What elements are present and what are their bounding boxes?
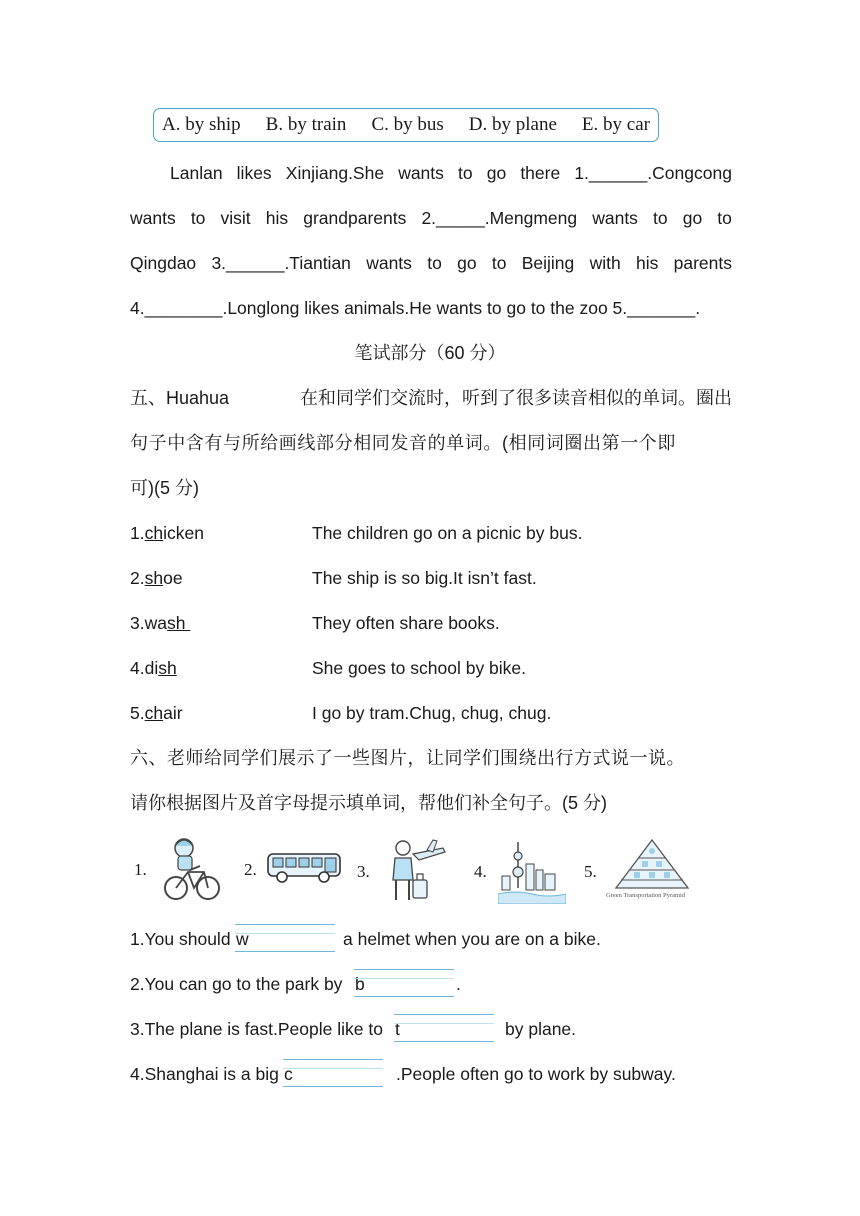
option-d: D. by plane xyxy=(468,114,557,135)
phonics-word-3: 3.wash xyxy=(130,613,191,633)
fill-sentence-4-before: 4.Shanghai is a big xyxy=(130,1064,279,1084)
section5-line-3: 可)(5 分) xyxy=(130,478,199,498)
phonics-sentence-4: She goes to school by bike. xyxy=(312,658,527,678)
pic-number-5: 5. xyxy=(584,862,597,881)
option-c: C. by bus xyxy=(371,114,444,135)
section6-line-2: 请你根据图片及首字母提示填单词，帮他们补全句子。(5 分) xyxy=(130,793,607,813)
phonics-sentence-1: The children go on a picnic by bus. xyxy=(312,523,583,543)
phonics-sentence-5: I go by tram.Chug, chug, chug. xyxy=(312,703,552,723)
phonics-sentence-3: They often share books. xyxy=(312,613,500,633)
green-transport-pyramid-icon xyxy=(612,838,692,894)
passage-line-1: Lanlan likes Xinjiang.She wants to go there 1.______.Congcong xyxy=(170,163,732,183)
section5-line-2: 句子中含有与所给画线部分相同发音的单词。(相同词圈出第一个即 xyxy=(130,433,676,453)
traveler-plane-icon xyxy=(383,836,447,904)
pic-number-4: 4. xyxy=(474,862,487,881)
pyramid-caption: Green Transportation Pyramid xyxy=(606,892,686,899)
fill-sentence-4-after: .People often go to work by subway. xyxy=(396,1064,676,1084)
pic-number-3: 3. xyxy=(357,862,370,881)
section5-line-1: 五、Huahua 在和同学们交流时，听到了很多读音相似的单词。圈出 xyxy=(130,388,732,408)
answer-blank-4[interactable]: c xyxy=(283,1059,383,1087)
option-a: A. by ship xyxy=(162,114,241,135)
section6-line-1: 六、老师给同学们展示了一些图片，让同学们围绕出行方式说一说。 xyxy=(130,748,685,768)
answer-blank-2[interactable]: b xyxy=(354,969,454,997)
answer-blank-1[interactable]: w xyxy=(235,924,335,952)
phonics-word-2: 2.shoe xyxy=(130,568,183,588)
phonics-word-4: 4.dish xyxy=(130,658,177,678)
phonics-word-5: 5.chair xyxy=(130,703,183,723)
pic-number-1: 1. xyxy=(134,860,147,879)
passage-line-4: 4.________.Longlong likes animals.He wants to go to the zoo 5._______. xyxy=(130,298,701,318)
answer-blank-3[interactable]: t xyxy=(394,1014,494,1042)
options-box xyxy=(153,108,659,142)
phonics-word-1: 1.chicken xyxy=(130,523,204,543)
fill-sentence-2-before: 2.You can go to the park by xyxy=(130,974,343,994)
passage-line-2: wants to visit his grandparents 2._____.Mengmeng wants to go to xyxy=(130,208,732,228)
option-e: E. by car xyxy=(581,114,650,135)
option-b: B. by train xyxy=(265,114,347,135)
phonics-sentence-2: The ship is so big.It isn’t fast. xyxy=(312,568,537,588)
fill-sentence-2-after: . xyxy=(456,974,461,994)
pic-number-2: 2. xyxy=(244,860,257,879)
bike-rider-icon xyxy=(160,836,222,902)
city-skyline-icon xyxy=(498,840,566,904)
fill-sentence-1-before: 1.You should xyxy=(130,929,231,949)
written-part-heading: 笔试部分（60 分） xyxy=(354,343,506,363)
passage-line-3: Qingdao 3.______.Tiantian wants to go to Beijing with his parents xyxy=(130,253,732,273)
bus-icon xyxy=(266,852,342,884)
fill-sentence-3-after: by plane. xyxy=(505,1019,577,1039)
fill-sentence-1-after: a helmet when you are on a bike. xyxy=(343,929,601,949)
fill-sentence-3-before: 3.The plane is fast.People like to xyxy=(130,1019,383,1039)
